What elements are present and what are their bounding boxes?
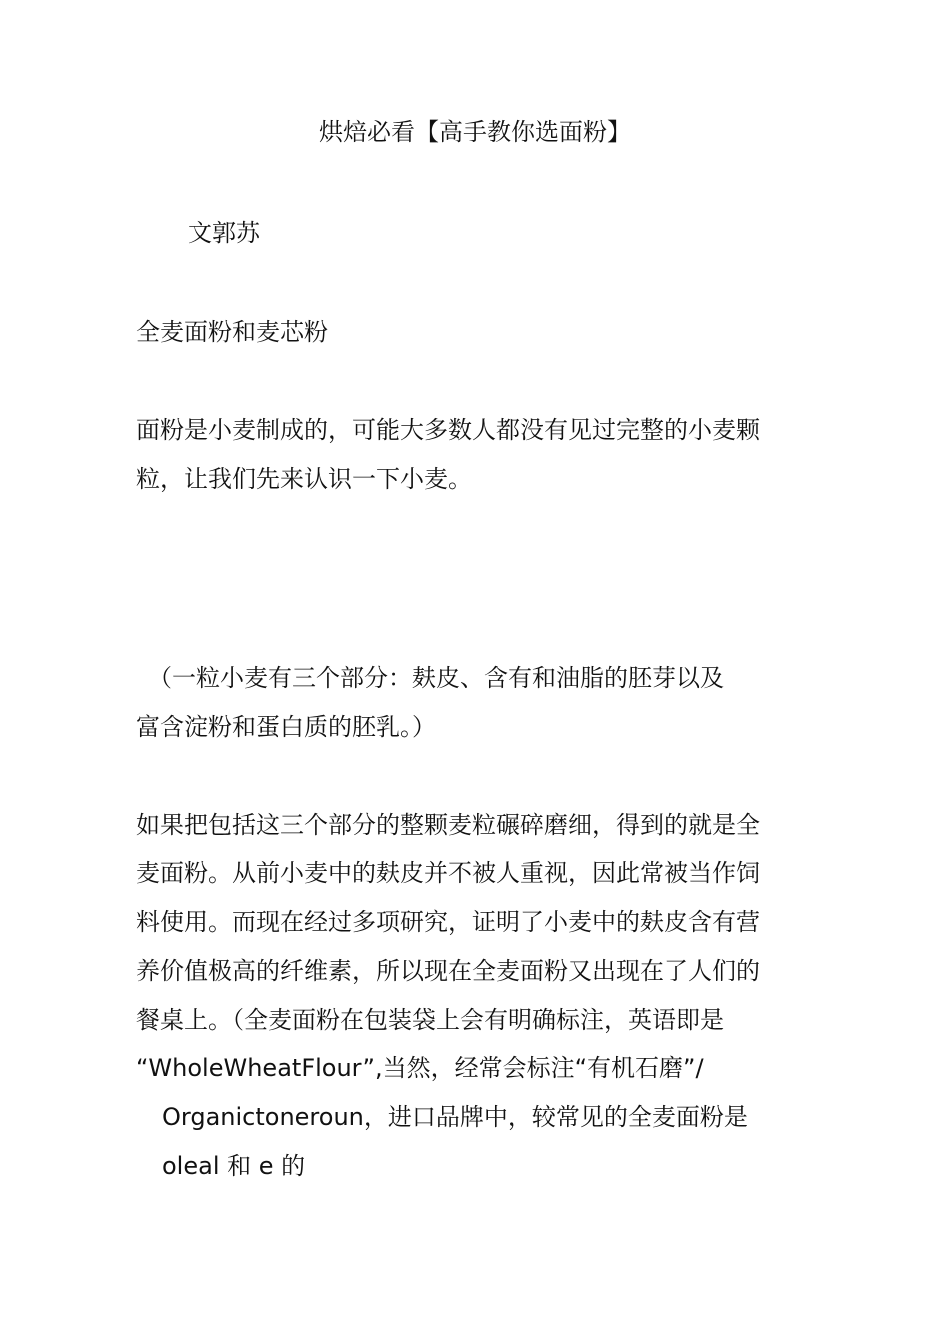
caption-line-1: （一粒小麦有三个部分：麸皮、含有和油脂的胚芽以及 <box>148 664 724 692</box>
body-line-4: 养价值极高的纤维素，所以现在全麦面粉又出现在了人们的 <box>136 957 760 985</box>
caption-line-2: 富含淀粉和蛋白质的胚乳。） <box>136 713 436 741</box>
body-line-1: 如果把包括这三个部分的整颗麦粒碾碎磨细，得到的就是全 <box>136 811 760 839</box>
body-line-7: Organictoneroun，进口品牌中，较常见的全麦面粉是 <box>162 1103 748 1131</box>
body-line-3: 料使用。而现在经过多项研究，证明了小麦中的麸皮含有营 <box>136 908 760 936</box>
body-line-8: oleal 和 e 的 <box>162 1152 306 1180</box>
body-line-5: 餐桌上。（全麦面粉在包装袋上会有明确标注，英语即是 <box>136 1006 724 1034</box>
body-line-6: “WholeWheatFlour”,当然，经常会标注“有机石磨”/ <box>136 1054 704 1082</box>
document-title: 烘焙必看【高手教你选面粉】 <box>319 118 631 146</box>
intro-line-2: 粒，让我们先来认识一下小麦。 <box>136 465 472 493</box>
section-heading: 全麦面粉和麦芯粉 <box>136 318 328 346</box>
body-line-2: 麦面粉。从前小麦中的麸皮并不被人重视，因此常被当作饲 <box>136 859 760 887</box>
intro-line-1: 面粉是小麦制成的，可能大多数人都没有见过完整的小麦颗 <box>136 416 760 444</box>
author-line: 文郭苏 <box>188 219 260 247</box>
